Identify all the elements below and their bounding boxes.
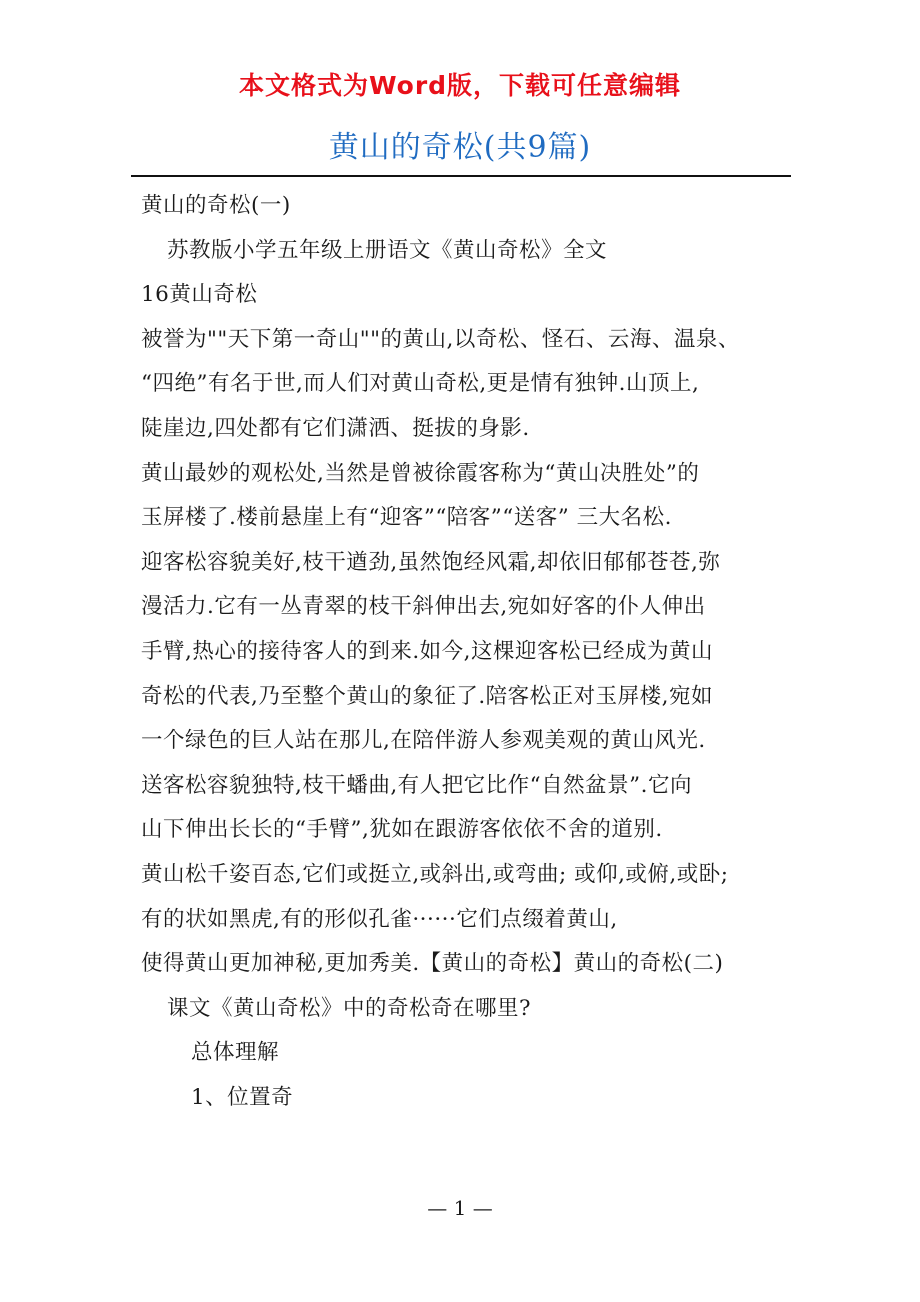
paragraph-line: 奇松的代表,乃至整个黄山的象征了.陪客松正对玉屏楼,宛如 <box>141 683 714 709</box>
document-body <box>141 184 803 1120</box>
paragraph-line: 陡崖边,四处都有它们潇洒、挺拔的身影. <box>141 415 530 441</box>
lesson-heading: 16黄山奇松 <box>141 282 258 308</box>
list-item: 1、位置奇 <box>191 1084 294 1110</box>
paragraph-line: 一个绿色的巨人站在那儿,在陪伴游人参观美观的黄山风光. <box>141 728 706 754</box>
paragraph-line: 黄山最妙的观松处,当然是曾被徐霞客称为“黄山决胜处”的 <box>141 460 700 486</box>
paragraph-line: 迎客松容貌美好,枝干遒劲,虽然饱经风霜,却依旧郁郁苍苍,弥 <box>141 549 721 575</box>
paragraph-line: 被誉为""天下第一奇山""的黄山,以奇松、怪石、云海、温泉、 <box>141 326 740 352</box>
page-number: — 1 — <box>427 1196 493 1220</box>
document-title: 黄山的奇松(共9篇) <box>328 130 592 165</box>
paragraph-line: 漫活力.它有一丛青翠的枝干斜伸出去,宛如好客的仆人伸出 <box>141 594 706 620</box>
title-divider <box>131 175 791 177</box>
paragraph-line: 黄山松千姿百态,它们或挺立,或斜出,或弯曲; 或仰,或俯,或卧; <box>141 861 729 887</box>
paragraph-line: 有的状如黑虎,有的形似孔雀······它们点缀着黄山, <box>141 906 618 932</box>
paragraph-line: “四绝”有名于世,而人们对黄山奇松,更是情有独钟.山顶上, <box>141 371 700 397</box>
paragraph-line: 课文《黄山奇松》中的奇松奇在哪里? <box>167 995 532 1021</box>
format-banner: 本文格式为Word版，下载可任意编辑 <box>238 71 682 100</box>
paragraph-line: 送客松容貌独特,枝干蟠曲,有人把它比作“自然盆景”.它向 <box>141 772 692 798</box>
paragraph-line: 使得黄山更加神秘,更加秀美.【黄山的奇松】黄山的奇松(二) <box>141 951 724 977</box>
paragraph-line: 手臂,热心的接待客人的到来.如今,这棵迎客松已经成为黄山 <box>141 638 714 664</box>
paragraph-line: 苏教版小学五年级上册语文《黄山奇松》全文 <box>167 237 608 263</box>
paragraph-line: 山下伸出长长的“手臂”,犹如在跟游客依依不舍的道别. <box>141 817 663 843</box>
section-heading: 黄山的奇松(一) <box>141 193 291 218</box>
paragraph-line: 玉屏楼了.楼前悬崖上有“迎客”“陪客”“送客” 三大名松. <box>141 505 672 531</box>
subheading: 总体理解 <box>191 1040 280 1066</box>
